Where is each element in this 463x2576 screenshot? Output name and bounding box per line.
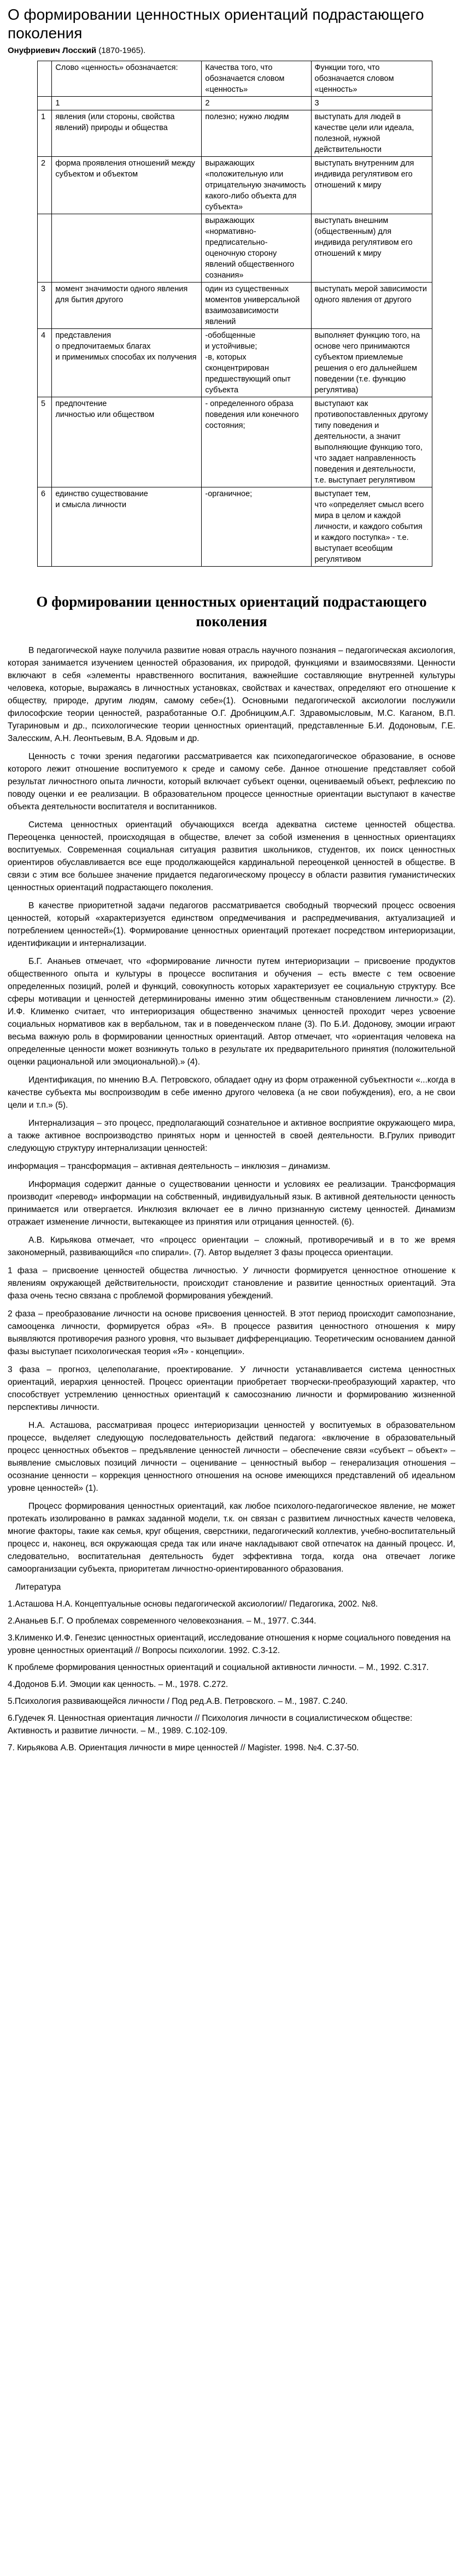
table-cell [38,97,52,110]
table-cell: выступает тем, что «определяет смысл всего мира в целом и каждой личности, и каждого события и каждого поступка» - т.е. выступает всеобщим регулятивом [311,487,432,567]
table-row [38,283,432,329]
table-row [38,397,432,487]
table-cell: -органичное; [202,487,311,567]
table-cell: выражающих «нормативно-предписательно-оценочную сторону явлений общественного сознания» [202,214,311,283]
table-cell: выступают как противопоставленных другому типу поведения и деятельности, а значит выполняющие функцию того, что задает направленность поведения и деятельности, т.е. выступает регулятивом [311,397,432,487]
table-header-cell: Функции того, что обозначается словом «ценность» [311,61,432,97]
article-paragraph: Интернализация – это процесс, предполагающий сознательное и активное восприятие окружающего мира, а также активное воспроизводство принятых норм и ценностей в своей деятельности. В.Грулих приводит следующую структуру интернализации ценностей: [8,1119,455,1153]
table-header-row [38,61,432,97]
literature-heading: Литература [15,1583,61,1592]
table-cell: момент значимости одного явления для бытия другого [52,283,202,329]
article-title: О формировании ценностных ориентаций подрастающего поколения [36,593,427,630]
table-cell [38,214,52,283]
literature-item: К проблеме формирования ценностных ориентаций и социальной активности личности. – М., 1992. С.317. [8,1663,429,1672]
table-column-number: 1 [52,97,202,110]
table-cell: 4 [38,329,52,397]
literature-item: 5.Психология развивающейся личности / Под ред.А.В. Петровского. – М., 1987. С.240. [8,1697,348,1706]
article-paragraph: Система ценностных ориентаций обучающихся всегда адекватна системе ценностей общества. Переоценка ценностей, происходящая в обществе, влечет за собой изменения в ценностных ориентациях воспитуемых. Современная социальная ситуация развития школьников, студентов, их поиск ценностных ориентиров обуславливается все еще продолжающейся кардинальной переоценкой ценностей в обществе. В связи с этим все большее значение придается педагогическому процессу в области развития гуманистических ценностных ориентаций подрастающего поколения. [8,820,455,892]
literature-item: 3.Клименко И.Ф. Генезис ценностных ориентаций, исследование отношения к норме социального поведения на уровне ценностных ориентаций // Вопросы психологии. 1992. С.3-12. [8,1633,451,1655]
author-line [8,46,455,55]
table-row [38,157,432,214]
table-cell: явления (или стороны, свойства явлений) природы и общества [52,110,202,157]
table-cell: выполняет функцию того, на основе чего принимаются субъектом приемлемые решения о его дальнейшем поведении (т.е. функцию регулятива) [311,329,432,397]
table-column-number: 3 [311,97,432,110]
table-cell: выступать мерой зависимости одного явления от другого [311,283,432,329]
article-paragraph: Ценность с точки зрения педагогики рассматривается как психопедагогическое образование, в основе которого лежит отношение воспитуемого к среде и самому себе. Данное отношение представляет собой результат личностного опыта личности, который включает субъект оценки, оцениваемый объект, рефлексию по поводу оценки и ее реализации. В образовательном процессе ценностные ориентации выступают в качестве объекта деятельности воспитателя и воспитанников. [8,752,455,811]
table-cell: один из существенных моментов универсальной взаимозависимости явлений [202,283,311,329]
table-column-number: 2 [202,97,311,110]
document-title: О формировании ценностных ориентаций подрастающего поколения [8,6,424,42]
table-row [38,487,432,567]
article-paragraph: Н.А. Асташова, рассматривая процесс интериоризации ценностей у воспитуемых в образовательном процессе, выделяет следующую последовательность действий педагога: «включение в образовательный процесс ценностных объектов – предъявление ценностей личности – обеспечение связи «субъект – объект» – выявление смысловых позиций личности – оценивание – ценностный выбор – генерализация отношения – осознание ценности – коррекция ценностного отношения на основе имеющихся представлений об идеальном уровне ценностей» (1). [8,1421,455,1493]
table-cell: предпочтение личностью или обществом [52,397,202,487]
literature-item: 2.Ананьев Б.Г. О проблемах современного человекознания. – М., 1977. С.344. [8,1616,317,1626]
table-cell: -обобщенные и устойчивые; -в, которых сконцентрирован предшествующий опыт субъекта [202,329,311,397]
table-body [38,110,432,567]
article-paragraph: информация – трансформация – активная деятельность – инклюзия – динамизм. [8,1162,331,1171]
value-concept-table [37,61,432,567]
article-body [8,644,455,1575]
literature-item: 6.Гудечек Я. Ценностная ориентация личности // Психология личности в социалистическом обществе: Активность и развитие личности. – М., 1989. С.102-109. [8,1714,413,1736]
article-paragraph: В качестве приоритетной задачи педагогов рассматривается свободный творческий процесс освоения ценностей, который «характеризуется единством опредмечивания и распредмечивания, актуализацией и потреблением ценностей»(1). Формирование ценностных ориентаций протекает посредством интериоризации, идентификации и интернализации. [8,901,455,948]
table-cell: представления о предпочитаемых благах и применимых способах их получения [52,329,202,397]
table-cell [52,214,202,283]
author-years: (1870-1965). [98,46,146,55]
table-cell: выступать внутренним для индивида регулятивом его отношений к миру [311,157,432,214]
table-row [38,110,432,157]
table-cell: единство существование и смысла личности [52,487,202,567]
table-number-row [38,97,432,110]
table-cell: 2 [38,157,52,214]
table-cell: 6 [38,487,52,567]
table-cell: 5 [38,397,52,487]
table-cell: выступать внешним (общественным) для индивида регулятивом его отношений к миру [311,214,432,283]
table-cell: 3 [38,283,52,329]
article-paragraph: Процесс формирования ценностных ориентаций, как любое психолого-педагогическое явление, не может протекать изолированно в рамках заданной модели, т.к. он связан с развитием личностных качеств человека, многие факторы, такие как семья, круг общения, сверстники, педагогический коллектив, учебно-воспитательный процесс и, наконец, вся окружающая среда так или иначе накладывают свой отпечаток на данный процесс. И, следовательно, воспитательная деятельность будет эффективна тогда, когда она отвечает логике самоорганизации субъекта, приоритетам личностно-ориентированного образования. [8,1502,455,1574]
table-cell: 1 [38,110,52,157]
literature-list [8,1598,455,1754]
table-row [38,329,432,397]
article-paragraph: Информация содержит данные о существовании ценности и условиях ее реализации. Трансформация производит «перевод» информации на собственный, индивидуальный язык. В активной деятельности ценность принимается или отвергается. Инклюзия включает ее в лично признанную систему ценностей. Динамизм отражает изменение личности, вытекающее из принятия или отрицания ценностей. (6). [8,1180,455,1227]
literature-item: 4.Додонов Б.И. Эмоции как ценность. – М., 1978. С.272. [8,1680,228,1689]
literature-item: 1.Асташова Н.А. Концептуальные основы педагогической аксиологии// Педагогика, 2002. №8. [8,1599,378,1609]
table-header-cell: Слово «ценность» обозначается: [52,61,202,97]
table-cell: форма проявления отношений между субъектом и объектом [52,157,202,214]
literature-item: 7. Кирьякова А.В. Ориентация личности в мире ценностей // Magister. 1998. №4. С.37-50. [8,1743,359,1752]
table-cell: выражающих «положительную или отрицательную значимость какого-либо объекта для субъекта» [202,157,311,214]
table-corner-cell [38,61,52,97]
table-cell: - определенного образа поведения или конечного состояния; [202,397,311,487]
article-paragraph: А.В. Кирьякова отмечает, что «процесс ориентации – сложный, противоречивый и в то же время закономерный, развивающийся «по спирали». (7). Автор выделяет 3 фазы процесса ориентации. [8,1236,455,1257]
table-header-cell: Качества того, что обозначается словом «ценность» [202,61,311,97]
table-cell: выступать для людей в качестве цели или идеала, полезной, нужной действительности [311,110,432,157]
table-row [38,214,432,283]
article-paragraph: 3 фаза – прогноз, целеполагание, проектирование. У личности устанавливается система ценностных ориентаций, иерархия ценностей. Процесс ориентации приобретает творчески-преобразующий характер, что способствует устремлению ценностных ориентаций к самосознанию личности и формированию жизненной перспективы личности. [8,1365,455,1412]
article-paragraph: 1 фаза – присвоение ценностей общества личностью. У личности формируется ценностное отношение к явлениям окружающей действительности, происходит становление и развитие ценностных ориентаций. Эта фаза очень тесно связана с проблемой формирования убеждений. [8,1266,455,1301]
article-paragraph: Идентификация, по мнению В.А. Петровского, обладает одну из форм отраженной субъектности «...когда в качестве субъекта мы воспроизводим в себе именно другого человека (а не свои побуждения), его, а не свои цели и т.п.» (5). [8,1075,455,1110]
table-cell: полезно; нужно людям [202,110,311,157]
author-name: Онуфриевич Лосский [8,46,97,55]
article-paragraph: 2 фаза – преобразование личности на основе присвоения ценностей. В этот период происходит самопознание, самооценка личности, формируется образ «Я». В процессе развития ценностного отношения к миру выявляются противоречия разного уровня, что вызывает дифференциацию. Теоретическим основанием данной фазы выступает психологическая теория «Я» - концепции». [8,1309,455,1356]
article-paragraph: В педагогической науке получила развитие новая отрасль научного познания – педагогическая аксиология, которая занимается изучением ценностей образования, их природой, функциями и взаимосвязями. Ценности включают в себя «элементы нравственного воспитания, важнейшие составляющие внутренней культуры человека, которые, выражаясь в личностных установках, свойствах и качествах, определяют его отношение к обществу, природе, другим людям, самому себе»(1). Основными педагогической аксиологии послужили философские теории ценностей, разработанные О.Г. Дробницким,А.Г. Здравомысловым, М.С. Каганом, В.П. Тугариновым и др., психологические теории ценностных ориентаций, представленные Б.И. Додоновым, Г.Е. Залесским, А.Н. Леонтьевым, В.А. Ядовым и др. [8,646,455,743]
article-paragraph: Б.Г. Ананьев отмечает, что «формирование личности путем интериоризации – присвоение продуктов общественного опыта и культуры в процессе воспитания и обучения – есть вместе с тем освоение определенных позиций, ролей и функций, совокупность которых характеризует ее социальную структуру. Все сферы мотивации и ценностей детерминированы именно этим общественным становлением личности.» (2). И.Ф. Клименко считает, что интериоризация общественно значимых ценностей проходит через усвоение социальных нормативов как в вербальном, так и в поведенческом плане (3). По Б.И. Додонову, эмоции играют весьма важную роль в формировании ценностных ориентаций. Автор отмечает, что «ориентация человека на определенные ценности может возникнуть только в результате их предварительного принятия (положительной оценки рациональной или эмоциональной).» (4). [8,957,455,1067]
